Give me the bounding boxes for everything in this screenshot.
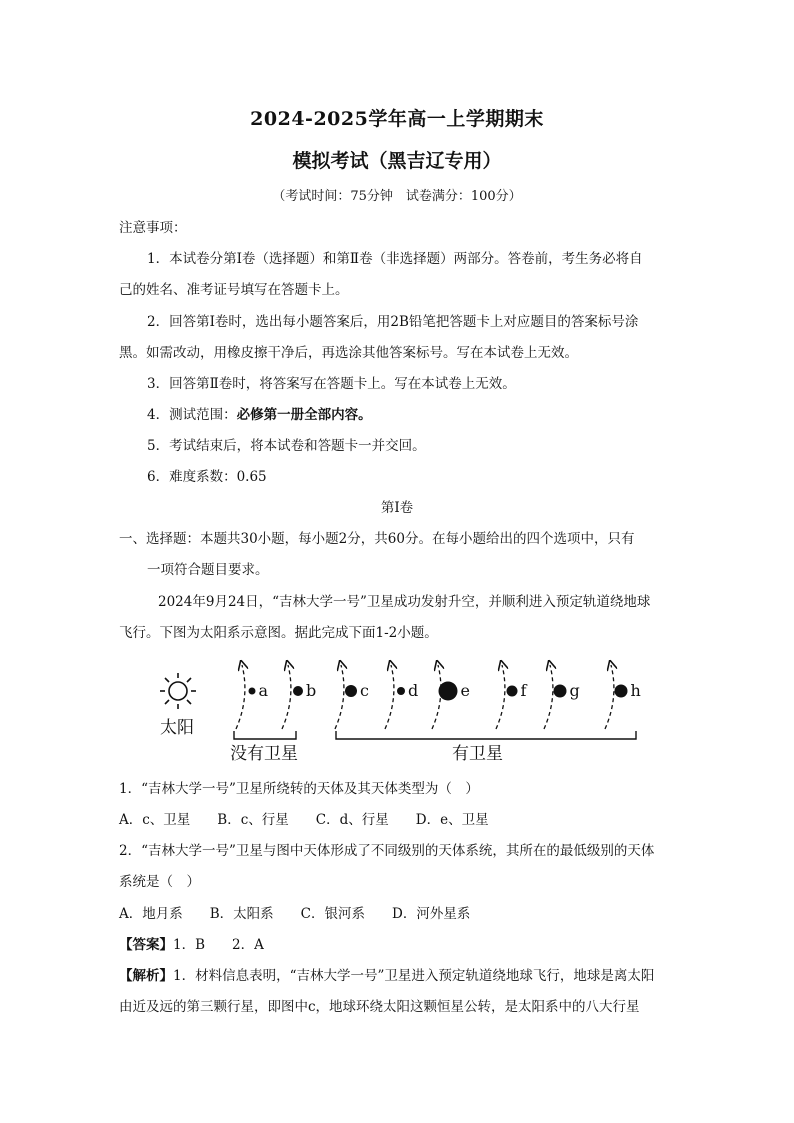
planet-label-b: b	[306, 681, 317, 700]
question-2-options: A．地月系 B．太阳系 C．银河系 D．河外星系	[119, 906, 471, 922]
solar-system-diagram	[150, 655, 650, 770]
exam-title: 2024-2025学年高一上学期期末	[250, 108, 544, 130]
bracket-with-satellite	[336, 731, 636, 739]
exam-subtitle-title: 模拟考试（黑吉辽专用）	[292, 150, 502, 172]
orbit-arc-h	[605, 665, 614, 729]
label-no-satellite: 没有卫星	[230, 744, 298, 764]
section-intro-a: 一、选择题：本题共30小题，每小题2分，共60分。在每小题给出的四个选项中，只有	[119, 531, 635, 547]
analysis-label: 【解析】	[119, 968, 173, 984]
orbit-arc-d	[385, 665, 394, 729]
sun-icon	[160, 673, 196, 709]
planet-d	[397, 687, 405, 695]
orbit-arc-f	[496, 665, 505, 729]
label-with-satellite: 有卫星	[452, 744, 503, 764]
planet-label-h: h	[630, 681, 641, 700]
section-title: 第Ⅰ卷	[380, 500, 414, 516]
section-intro-b: 一项符合题目要求。	[147, 562, 269, 578]
note-item-6: 6．难度系数：0.65	[147, 469, 267, 485]
planet-label-f: f	[520, 681, 527, 700]
question-2b: 系统是（ ）	[119, 874, 200, 890]
orbit-arc-g	[544, 665, 553, 729]
note-item-3: 3．回答第Ⅱ卷时，将答案写在答题卡上。写在本试卷上无效。	[147, 376, 516, 392]
planet-f	[507, 686, 518, 697]
material-text-b: 飞行。下图为太阳系示意图。据此完成下面1-2小题。	[119, 625, 438, 641]
analysis-text-a: 1．材料信息表明，“吉林大学一号”卫星进入预定轨道绕地球飞行，地球是离太阳	[173, 968, 655, 984]
note-item-1b: 己的姓名、准考证号填写在答题卡上。	[119, 282, 349, 298]
planet-a	[249, 688, 256, 695]
notes-heading: 注意事项：	[119, 220, 187, 236]
planet-label-e: e	[460, 681, 470, 700]
note-item-2b: 黑。如需改动，用橡皮擦干净后，再选涂其他答案标号。写在本试卷上无效。	[119, 345, 578, 361]
planet-c	[345, 685, 357, 697]
planet-h	[615, 685, 628, 698]
note-item-1a: 1．本试卷分第Ⅰ卷（选择题）和第Ⅱ卷（非选择题）两部分。答卷前，考生务必将自	[147, 251, 643, 267]
note-item-2a: 2．回答第Ⅰ卷时，选出每小题答案后，用2B铅笔把答题卡上对应题目的答案标号涂	[147, 314, 639, 330]
exam-time-info: （考试时间：75分钟 试卷满分：100分）	[272, 189, 522, 204]
orbit-arc-e	[432, 665, 441, 729]
planet-g	[554, 685, 567, 698]
question-2a: 2．“吉林大学一号”卫星与图中天体形成了不同级别的天体系统，其所在的最低级别的天体	[119, 843, 655, 859]
planet-label-d: d	[408, 681, 419, 700]
planet-e	[439, 682, 458, 701]
note-item-4-prefix: 4．测试范围：	[147, 407, 237, 423]
bracket-no-satellite	[234, 731, 296, 739]
answer-label: 【答案】	[119, 937, 173, 953]
answer-text: 1．B 2．A	[173, 937, 264, 953]
note-item-5: 5．考试结束后，将本试卷和答题卡一并交回。	[147, 438, 426, 454]
note-item-4	[147, 405, 372, 425]
sun-label: 太阳	[160, 718, 194, 738]
question-1-options: A．c、卫星 B．c、行星 C．d、行星 D．e、卫星	[119, 812, 489, 828]
planets-group	[236, 665, 641, 729]
analysis-line-a	[119, 966, 654, 986]
analysis-line-b: 由近及远的第三颗行星，即图中c，地球环绕太阳这颗恒星公转，是太阳系中的八大行星	[119, 999, 640, 1015]
material-text-a: 2024年9月24日，“吉林大学一号”卫星成功发射升空，并顺利进入预定轨道绕地球	[158, 594, 651, 610]
question-1: 1．“吉林大学一号”卫星所绕转的天体及其天体类型为（ ）	[119, 781, 479, 797]
planet-label-g: g	[569, 681, 580, 700]
orbit-arc-c	[335, 665, 344, 729]
planet-label-c: c	[360, 681, 369, 700]
orbit-arc-b	[282, 665, 291, 729]
planet-b	[293, 686, 303, 696]
answer-line	[119, 935, 264, 955]
orbit-arc-a	[236, 665, 245, 729]
planet-label-a: a	[258, 681, 269, 700]
note-item-4-scope: 必修第一册全部内容。	[236, 407, 372, 423]
